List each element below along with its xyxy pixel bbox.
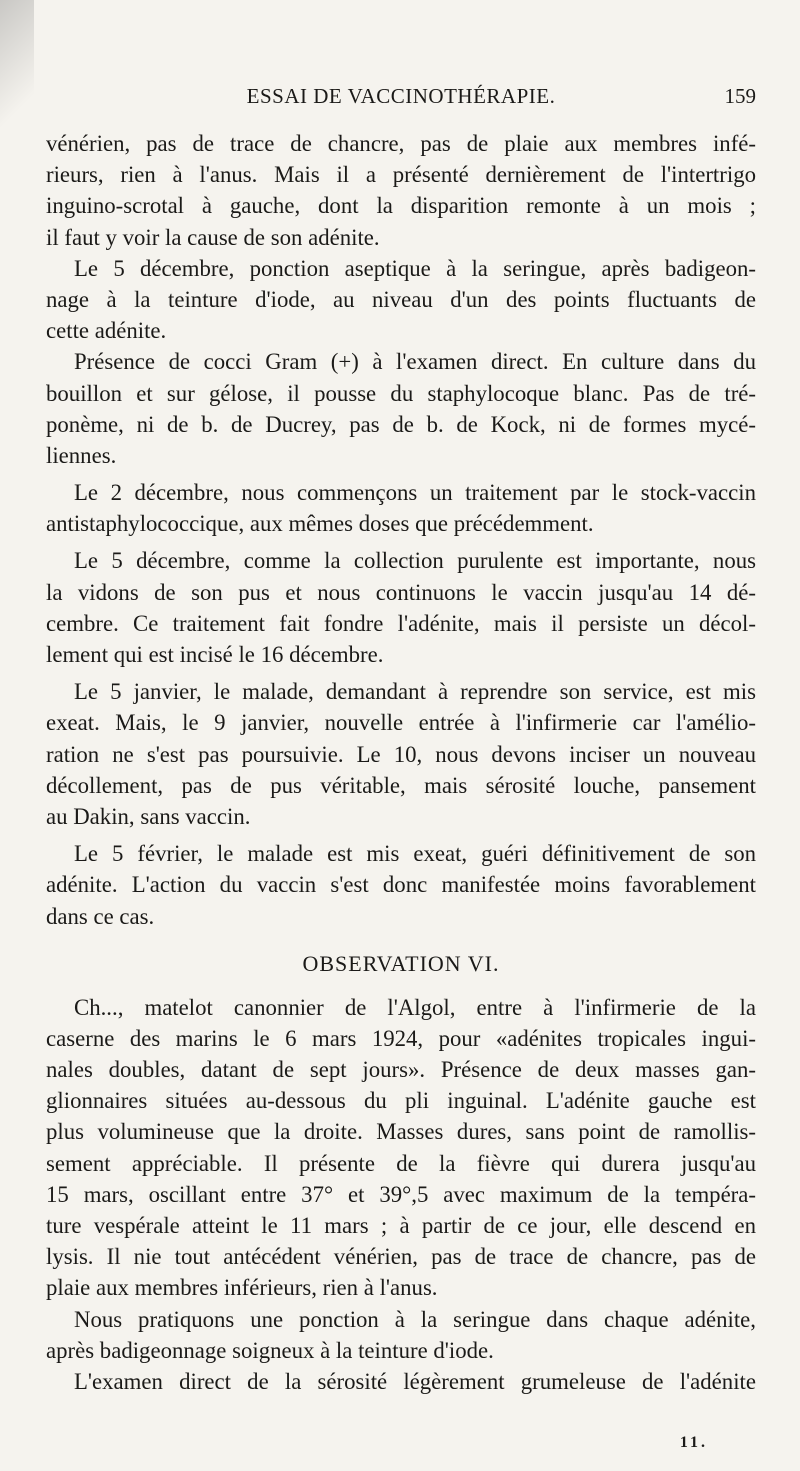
text-line: ture vespérale atteint le 11 mars ; à partir de ce jour, elle descend en bbox=[46, 1213, 756, 1238]
text-line: nales doubles, datant de sept jours». Présence de deux masses gan- bbox=[46, 1057, 756, 1083]
text-line: sement appréciable. Il présente de la fièvre qui durera jusqu'au bbox=[46, 1150, 756, 1176]
text-line: antistaphylococcique, aux mêmes doses que précédemment. bbox=[46, 511, 594, 537]
text-line: 15 mars, oscillant entre 37° et 39°,5 avec maximum de la tempéra- bbox=[46, 1181, 756, 1207]
text-line: Le 5 décembre, comme la collection purulente est importante, nous bbox=[74, 548, 756, 574]
text-line: adénite. L'action du vaccin s'est donc manifestée moins favorablement bbox=[46, 872, 756, 898]
text-line: cette adénite. bbox=[46, 318, 167, 344]
text-line: Présence de cocci Gram (+) à l'examen direct. En culture dans du bbox=[74, 349, 756, 375]
text-line: exeat. Mais, le 9 janvier, nouvelle entrée à l'infirmerie car l'amélio- bbox=[46, 710, 756, 736]
page-footer bbox=[46, 1434, 756, 1458]
paragraph bbox=[46, 253, 756, 347]
text-line: ration ne s'est pas poursuivie. Le 10, nous devons inciser un nouveau bbox=[46, 741, 756, 767]
text-line: vénérien, pas de trace de chancre, pas de plaie aux membres infé- bbox=[46, 131, 756, 156]
text-line: lysis. Il nie tout antécédent vénérien, pas de trace de chancre, pas de bbox=[46, 1244, 756, 1270]
text-line: dans ce cas. bbox=[46, 903, 155, 929]
running-title: ESSAI DE VACCINOTHÉRAPIE. bbox=[246, 84, 556, 108]
text-line: la vidons de son pus et nous continuons le vaccin jusqu'au 14 dé- bbox=[46, 579, 756, 605]
text-line: inguino-scrotal à gauche, dont la disparition remonte à un mois ; bbox=[46, 193, 756, 219]
paragraph bbox=[46, 1304, 756, 1366]
text-line: cembre. Ce traitement fait fondre l'adénite, mais il persiste un décol- bbox=[46, 610, 756, 636]
text-line: Le 5 février, le malade est mis exeat, guéri définitivement de son bbox=[74, 841, 756, 867]
body-text bbox=[46, 128, 756, 1397]
paragraph bbox=[46, 346, 756, 471]
text-line: ponème, ni de b. de Ducrey, pas de b. de Kock, ni de formes mycé- bbox=[46, 411, 756, 437]
text-line: Le 5 janvier, le malade, demandant à reprendre son service, est mis bbox=[74, 679, 756, 705]
text-line: plaie aux membres inférieurs, rien à l'anus. bbox=[46, 1275, 438, 1301]
text-line: Ch..., matelot canonnier de l'Algol, entre à l'infirmerie de la bbox=[74, 994, 756, 1020]
observation-heading: OBSERVATION VI. bbox=[302, 950, 500, 976]
text-line: après badigeonnage soigneux à la teinture d'iode. bbox=[46, 1337, 494, 1363]
scan-shadow bbox=[0, 0, 34, 150]
printer-signature: 11. bbox=[679, 1434, 708, 1451]
text-line: Le 5 décembre, ponction aseptique à la seringue, après badigeon- bbox=[74, 255, 756, 281]
paragraph bbox=[46, 477, 756, 539]
paragraph bbox=[46, 545, 756, 670]
text-line: caserne des marins le 6 mars 1924, pour «adénites tropicales ingui- bbox=[46, 1025, 756, 1051]
running-head bbox=[46, 84, 756, 120]
text-line: nage à la teinture d'iode, au niveau d'un des points fluctuants de bbox=[46, 286, 756, 312]
text-line: rieurs, rien à l'anus. Mais il a présenté dernièrement de l'intertrigo bbox=[46, 162, 756, 188]
paragraph bbox=[46, 676, 756, 832]
text-line: décollement, pas de pus véritable, mais sérosité louche, pansement bbox=[46, 772, 756, 798]
text-line: L'examen direct de la sérosité légèrement grumeleuse de l'adénite bbox=[74, 1368, 756, 1394]
text-line: Le 2 décembre, nous commençons un traitement par le stock-vaccin bbox=[74, 480, 756, 506]
text-line: lement qui est incisé le 16 décembre. bbox=[46, 642, 384, 667]
paragraph bbox=[46, 128, 756, 253]
page-number: 159 bbox=[724, 84, 756, 108]
text-line: glionnaires situées au-dessous du pli inguinal. L'adénite gauche est bbox=[46, 1088, 756, 1114]
paragraph bbox=[46, 1366, 756, 1397]
paragraph bbox=[46, 992, 756, 1304]
text-line: plus volumineuse que la droite. Masses dures, sans point de ramollis- bbox=[46, 1119, 756, 1145]
paragraph bbox=[46, 838, 756, 932]
text-line: liennes. bbox=[46, 442, 117, 468]
text-line: Nous pratiquons une ponction à la seringue dans chaque adénite, bbox=[74, 1306, 756, 1332]
text-line: au Dakin, sans vaccin. bbox=[46, 803, 251, 829]
text-line: il faut y voir la cause de son adénite. bbox=[46, 224, 380, 250]
text-line: bouillon et sur gélose, il pousse du staphylocoque blanc. Pas de tré- bbox=[46, 380, 756, 406]
